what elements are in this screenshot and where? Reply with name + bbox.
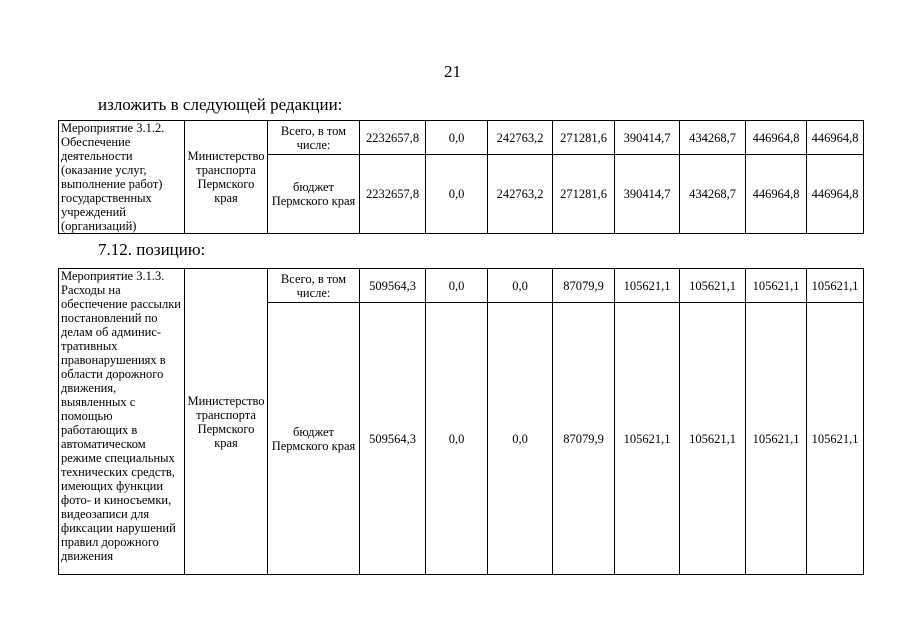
value-cell: 390414,7 [615, 155, 680, 234]
value-cell: 390414,7 [615, 121, 680, 155]
value-cell: 105621,1 [615, 269, 680, 303]
value-cell: 0,0 [426, 121, 488, 155]
value-cell: 446964,8 [807, 155, 864, 234]
value-cell: 0,0 [426, 303, 488, 575]
activity-description: Мероприятие 3.1.2. Обеспечение деятельности (оказание услуг, выполнение работ) государственных учреждений (организаций) [59, 121, 185, 234]
value-cell: 0,0 [426, 269, 488, 303]
value-cell: 271281,6 [553, 121, 615, 155]
value-cell: 87079,9 [553, 269, 615, 303]
value-cell: 2232657,8 [360, 155, 426, 234]
table-row [59, 121, 864, 155]
value-cell: 105621,1 [807, 269, 864, 303]
funding-source: Всего, в том числе: [268, 121, 360, 155]
value-cell: 0,0 [488, 303, 553, 575]
funding-source: Всего, в том числе: [268, 269, 360, 303]
value-cell: 509564,3 [360, 303, 426, 575]
responsible-organization: Министерство транспорта Пермского края [185, 121, 268, 234]
value-cell: 105621,1 [615, 303, 680, 575]
value-cell: 509564,3 [360, 269, 426, 303]
table-row [59, 269, 864, 303]
value-cell: 434268,7 [680, 121, 746, 155]
value-cell: 87079,9 [553, 303, 615, 575]
value-cell: 446964,8 [746, 155, 807, 234]
activity-table-3-1-2 [58, 120, 864, 234]
value-cell: 446964,8 [807, 121, 864, 155]
value-cell: 105621,1 [746, 303, 807, 575]
funding-source: бюджет Пермского края [268, 155, 360, 234]
value-cell: 434268,7 [680, 155, 746, 234]
value-cell: 446964,8 [746, 121, 807, 155]
activity-description: Мероприятие 3.1.3. Расходы на обеспечение рассылки постановлений по делам об админис-тративных правонарушениях в области дорожного движения, выявленных с помощью работающих в автоматическом режиме специальных технических средств, имеющих функции фото- и киносъемки, видеозаписи для фиксации нарушений правил дорожного движения [59, 269, 185, 575]
value-cell: 105621,1 [746, 269, 807, 303]
value-cell: 0,0 [426, 155, 488, 234]
value-cell: 2232657,8 [360, 121, 426, 155]
value-cell: 242763,2 [488, 155, 553, 234]
value-cell: 105621,1 [680, 269, 746, 303]
value-cell: 242763,2 [488, 121, 553, 155]
responsible-organization: Министерство транспорта Пермского края [185, 269, 268, 575]
section-heading: 7.12. позицию: [98, 240, 206, 259]
page-number: 21 [444, 62, 461, 81]
funding-source: бюджет Пермского края [268, 303, 360, 575]
activity-table-3-1-3 [58, 268, 864, 575]
value-cell: 105621,1 [680, 303, 746, 575]
value-cell: 0,0 [488, 269, 553, 303]
intro-text: изложить в следующей редакции: [98, 95, 343, 114]
value-cell: 105621,1 [807, 303, 864, 575]
value-cell: 271281,6 [553, 155, 615, 234]
